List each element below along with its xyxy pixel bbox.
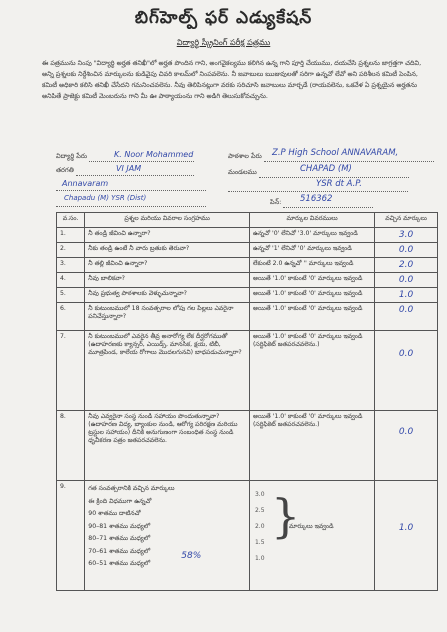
student-name-label: విద్యార్థి పేరు [56,152,88,160]
row-question: నీవు ప్రభుత్వ పాఠశాలకు వెళ్ళుచున్నావా? [85,288,250,303]
address-line1-value: Annavaram [62,179,109,188]
row-marks-info: లేకుంటే 2.0 ఉన్నచో '' మార్కులు ఇవ్వండి [249,258,374,273]
row-serial: 6. [57,303,85,331]
district-value: YSR dt A.P. [316,179,362,189]
table-header-row [57,213,438,228]
header-serial: వ.సం. [57,213,85,228]
scale-instruction: మార్కులు ఇవ్వండి [288,523,334,530]
handwritten-percent: 58% [181,551,202,561]
row-score-cell [375,303,438,331]
table-row [57,411,438,481]
table-row [57,331,438,411]
table-row [57,481,438,591]
scale-value: 2.0 [254,523,265,530]
row-score: 0.0 [398,305,414,315]
row-score: 1.0 [398,523,414,533]
row-score-cell [375,411,438,481]
school-name-label: పాఠశాల పేరు [228,152,262,160]
mandal-label: మండలము [228,168,257,176]
table-row [57,288,438,303]
row-serial: 7. [57,331,85,411]
row-marks-info: అయితే '1.0' కాకుంటే '0' మార్కులు ఇవ్వండి (సర్టిఫికెట్ జతపరచవలెను.) [249,411,374,481]
row-score: 0.0 [398,349,414,359]
row-marks-info: అయితే '1.0' కాకుంటే '0' మార్కులు ఇవ్వండి [249,303,374,331]
form-subtitle: విద్యార్థి స్క్రీనింగ్ పరీక్ష పత్రము [176,38,271,47]
marks-scale [253,483,371,562]
table-row [57,243,438,258]
row-question: నీవు బాలికవా? [85,273,250,288]
row-score: 3.0 [398,230,414,240]
row-score-cell [375,273,438,288]
row-question: నీకు తండ్రి ఉంటే నీ వారు బ్రతుకు తెరువా? [85,243,250,258]
row-question: నీ తల్లి జీవించి ఉన్నారా? [85,258,250,273]
row-serial: 3. [57,258,85,273]
table-row [57,273,438,288]
row-marks-info: ఉన్నచో '0' లేనిచో '3.0' మార్కులు ఇవ్వండి [249,228,374,243]
table-row [57,228,438,243]
pin-label: పిన్: [270,198,282,206]
row-question [85,481,250,591]
row-serial: 8. [57,411,85,481]
scale-value: 1.0 [254,555,265,562]
row-score: 0.0 [398,427,414,437]
row-score-cell [375,331,438,411]
class-label: తరగతి [56,166,74,174]
header-marks-info: మార్కుల వివరములు [249,213,374,228]
row-score-cell [375,243,438,258]
row-question: నీ తండ్రి జీవించి ఉన్నారా? [85,228,250,243]
row-score-cell [375,228,438,243]
row-score: 0.0 [398,245,414,255]
row-marks-info: అయితే '1.0' కాకుంటే '0' మార్కులు ఇవ్వండి [249,273,374,288]
row-marks-info: అయితే '1.0' కాకుంటే '0' మార్కులు ఇవ్వండి (సర్టిఫికెట్ జతపరచవలెను.) [249,331,374,411]
row-marks-info: అయితే '1.0' కాకుంటే '0' మార్కులు ఇవ్వండి [249,288,374,303]
scale-value: 3.0 [254,491,265,498]
row-score-cell [375,481,438,591]
school-name-value: Z.P High School ANNAVARAM, [272,148,399,158]
row-marks-info: ఉన్నచో '1' లేనిచో '0' మార్కులు ఇవ్వండి [249,243,374,258]
row-question: నీ కుటుంబములో 18 సంవత్సరాల లోపు గల పిల్లలు ఎవరైనా పనిచేస్తున్నారా? [85,303,250,331]
row-serial: 5. [57,288,85,303]
screening-table [56,212,438,591]
address-line2-value: Chapadu (M) YSR (Dist) [64,194,147,202]
intro-paragraph: ఈ పత్రమును నింపు "విద్యార్థి అర్హత తనిఖీ"లో అర్హత పొందిన గాని, అంగవైకల్యము కలిగిన ఉన్న గాని పూర్తి చేయుము, దయచేసి ప్రశ్నలను జాగ్రత్తగా చదివి, అన్ని ప్రశ్నలకు నిర్దేశించిన మార్కులను కుడివైపు చివరి కాలమ్‌లో నింపవలెను. నీ జవాబులు ఋజువులతో సరిగా ఉన్నవో లేవో అని పరిశీలన కమిటీ పెంపిన, కమిటీ అధికారి కలిసి తనిఖీ చేసేదని గమనించవలెను. నీవు తెలిపినట్లుగా వరకు సరిచూసి జవాబులు మార్చడే (రాయవలెను, ఒకవేళ ఏ ప్రశ్నయైన అర్హతను అనిపితే ప్రాజెక్టు కమిటీ మెంబరును గాని మీ ఊ పాఠ్యాయంను గాని అడిగి తెలుసుకోవచ్చును. [42,59,422,100]
row-question-text: గత సంవత్సరానికి వచ్చిన మార్కులు ఈ క్రింది విధముగా ఉన్నచో 90 శాతము దాటినచో 90–81 శాతము మధ్యలో 80–71 శాతము మధ్యలో 70–61 శాతము మధ్యలో 60–51 శాతము మధ్యలో [88,485,175,567]
row-serial: 1. [57,228,85,243]
row-marks-info-cell [249,481,374,591]
row-score: 1.0 [398,290,414,300]
row-score-cell [375,258,438,273]
pin-value: 516362 [300,194,333,204]
row-serial: 4. [57,273,85,288]
row-serial: 2. [57,243,85,258]
header-score: వచ్చిన మార్కులు [375,213,438,228]
table-row [57,258,438,273]
scale-value: 1.5 [254,539,265,546]
scale-value: 2.5 [254,507,265,514]
brace-symbol: } [270,489,301,543]
student-name-value: K. Noor Mohammed [114,150,194,159]
class-value: VI JAM [116,164,142,173]
row-score: 2.0 [398,260,414,270]
row-score: 0.0 [398,275,414,285]
row-question: నీవు ఎవ్వరైనా సంస్థ నుండి సహాయం పొందుతున్నావా? (ఉదాహరణ విద్య, బ్యాంకుల నుండి, ఆరోగ్య పరిరక్షణ మరియు ట్రస్టుల సహాయం) దీనికి అనుగుణంగా సంబంధిత సంస్థ నుండి ధృవీకరణ పత్రం జతపరచవలెను. [85,411,250,481]
row-score-cell [375,288,438,303]
table-row [57,303,438,331]
row-question: నీ కుటుంబములో ఎవరైన తీవ్ర అనారోగ్య లేక దీర్ఘరోగముతో (ఉదాహరణకు క్యాన్సర్, ఎయిడ్స్, మానసిక, క్షయ, టిబీ, మూత్రపిండ, కాలేయ రోగాలు మొదలగునవి) బాధపడుచున్నారా? [85,331,250,411]
header-question: ప్రశ్నల మరియు వివరాల సంగ్రహము [85,213,250,228]
row-serial: 9. [57,481,85,591]
form-title: బిగ్‌హెల్ప్ ఫర్ ఎడ్యుకేషన్ [134,8,313,28]
mandal-value: CHAPAD (M) [300,164,352,174]
